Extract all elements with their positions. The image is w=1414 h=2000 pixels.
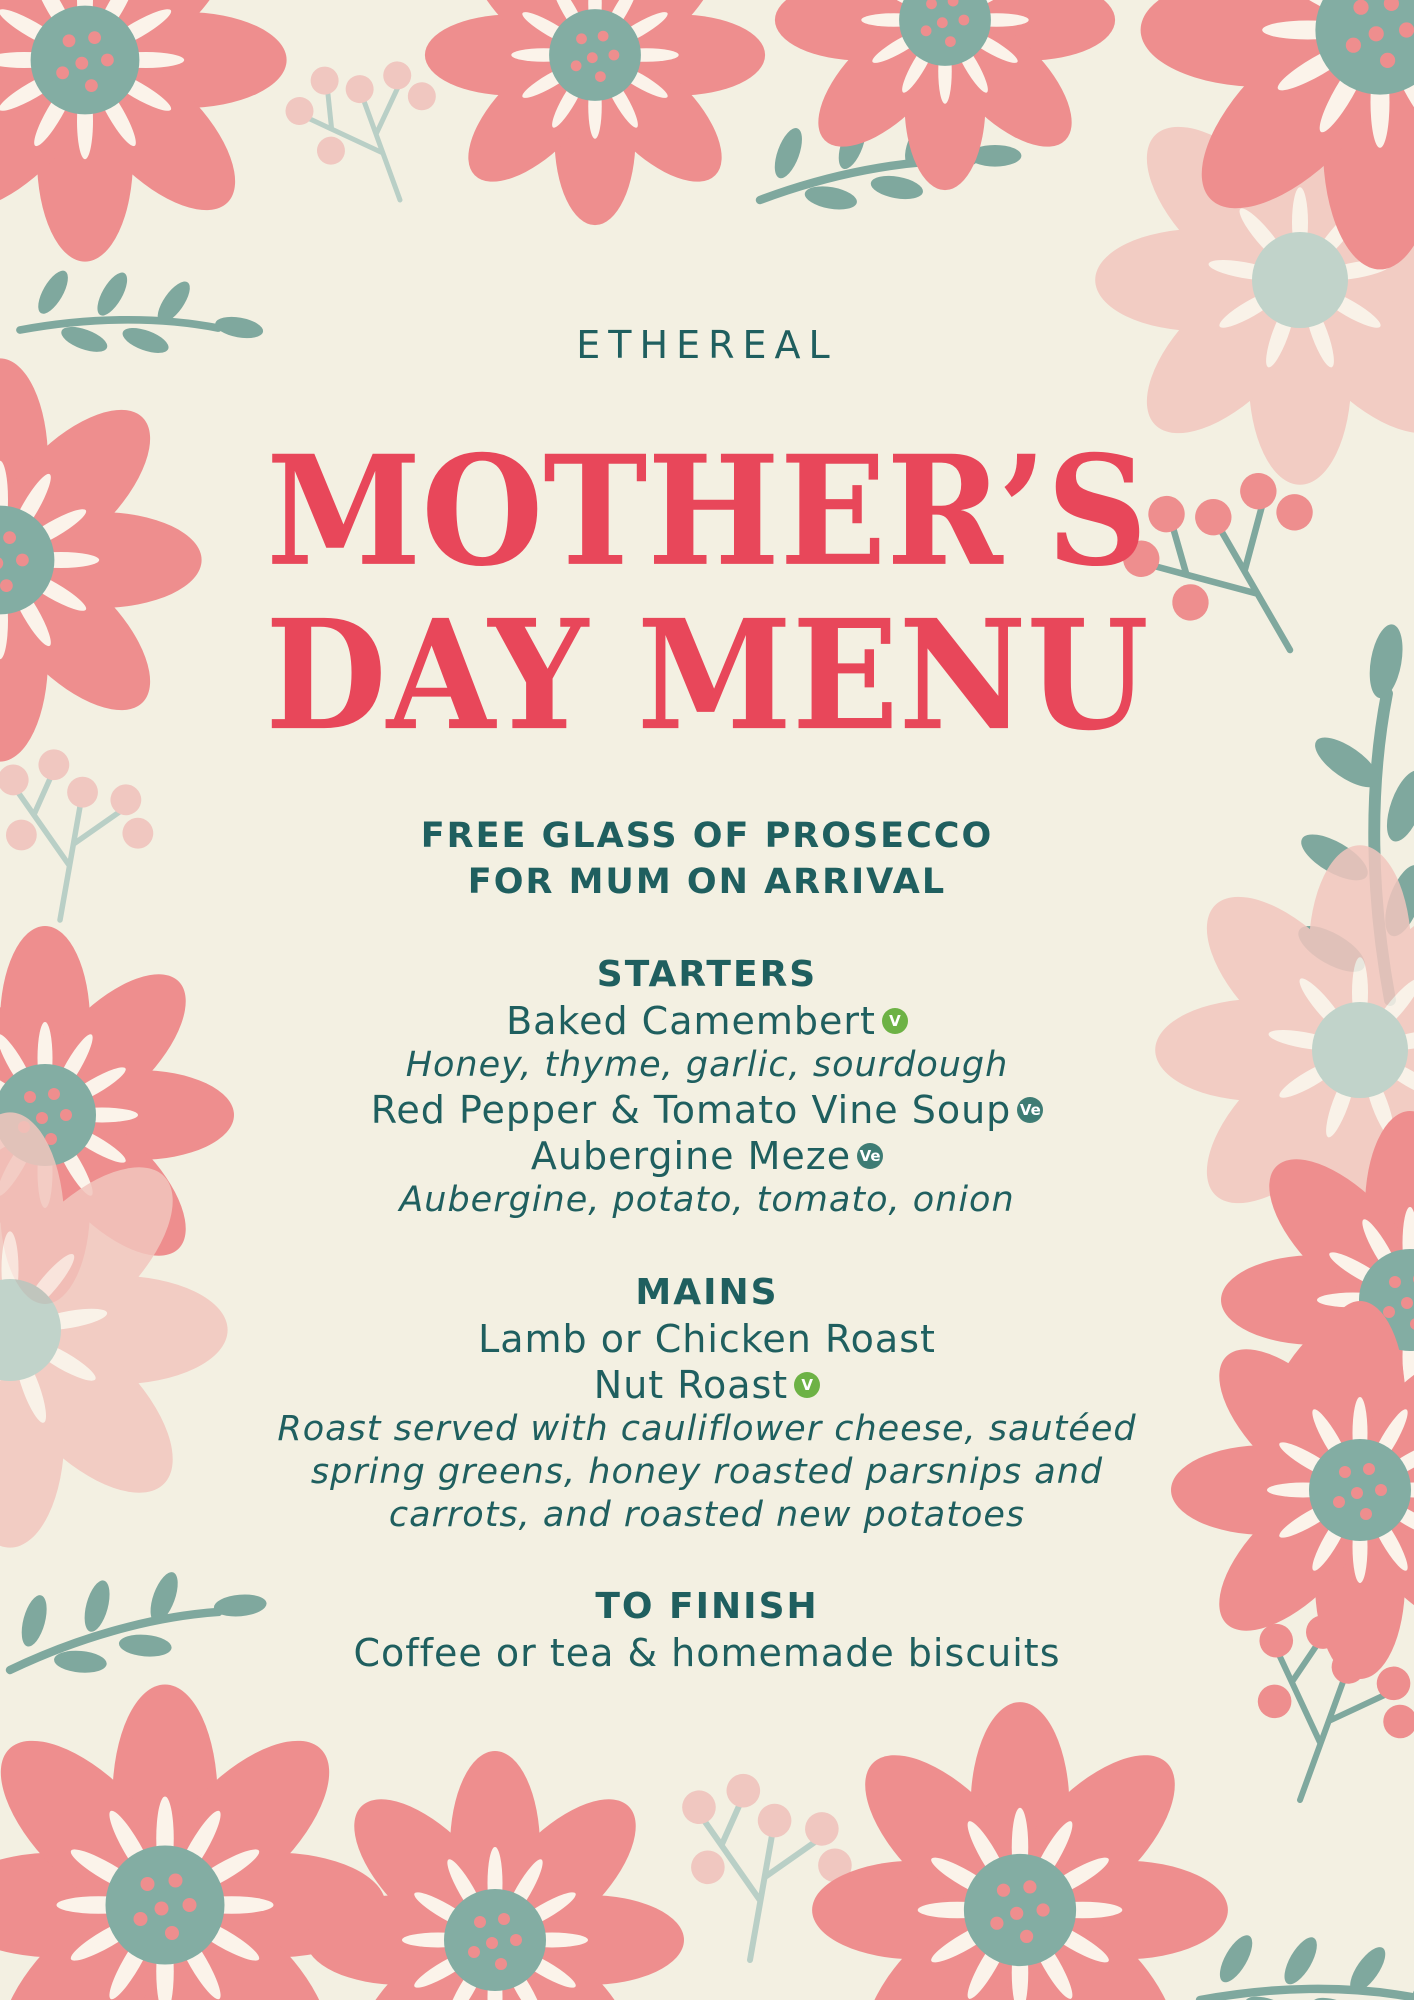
menu-item-roast xyxy=(0,1316,1414,1362)
finish-heading: TO FINISH xyxy=(595,1586,819,1627)
title-line-1: MOTHER’S xyxy=(266,423,1148,601)
item-description: Honey, thyme, garlic, sourdough xyxy=(405,1045,1009,1085)
starters-section xyxy=(0,952,1414,1222)
item-description: Aubergine, potato, tomato, onion xyxy=(399,1180,1015,1220)
menu-title xyxy=(0,423,1414,765)
mains-description-line-1: Roast served with cauliflower cheese, sautéed xyxy=(277,1409,1137,1449)
promo-line-2: FOR MUM ON ARRIVAL xyxy=(467,862,947,902)
menu-item-aubergine-meze xyxy=(0,1133,1414,1179)
vegan-badge-icon: Ve xyxy=(857,1143,883,1169)
menu-item-nut-roast xyxy=(0,1362,1414,1408)
promo-line-1: FREE GLASS OF PROSECCO xyxy=(420,816,994,856)
menu-item-baked-camembert xyxy=(0,998,1414,1044)
item-name: Aubergine Meze xyxy=(530,1134,852,1178)
item-name: Baked Camembert xyxy=(506,999,876,1043)
prosecco-promo xyxy=(0,813,1414,905)
mains-description-line-3: carrots, and roasted new potatoes xyxy=(388,1495,1026,1535)
mains-heading: MAINS xyxy=(635,1272,779,1313)
item-name: Lamb or Chicken Roast xyxy=(478,1317,936,1361)
vegan-badge-icon: Ve xyxy=(1017,1097,1043,1123)
finish-section xyxy=(0,1584,1414,1676)
item-name: Red Pepper & Tomato Vine Soup xyxy=(370,1088,1012,1132)
vegetarian-badge-icon: V xyxy=(882,1008,908,1034)
vegetarian-badge-icon: V xyxy=(794,1372,820,1398)
mains-section xyxy=(0,1270,1414,1537)
item-name: Nut Roast xyxy=(593,1363,789,1407)
starters-heading: STARTERS xyxy=(596,954,818,995)
title-line-2: DAY MENU xyxy=(265,587,1149,765)
brand-name: ETHEREAL xyxy=(576,323,838,367)
menu-item-soup xyxy=(0,1087,1414,1133)
menu-item-coffee-tea: Coffee or tea & homemade biscuits xyxy=(353,1631,1061,1675)
mains-description-line-2: spring greens, honey roasted parsnips and xyxy=(310,1452,1104,1492)
